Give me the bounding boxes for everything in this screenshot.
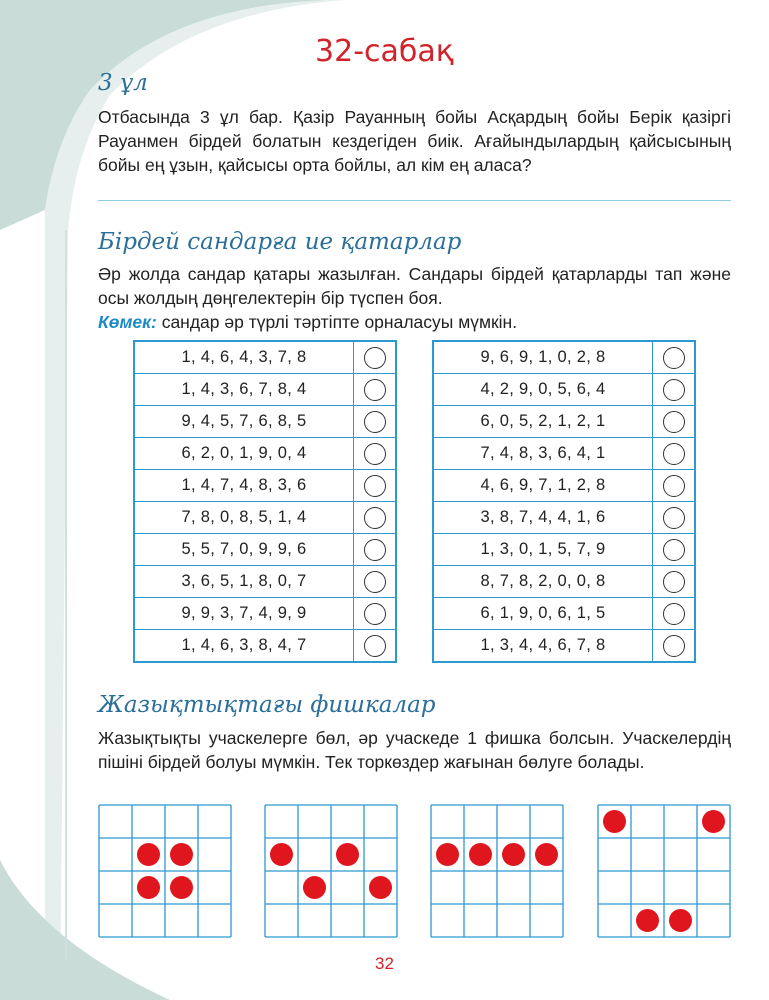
color-circle[interactable] bbox=[364, 443, 386, 465]
sequence-numbers: 7, 8, 0, 8, 5, 1, 4 bbox=[134, 502, 354, 534]
sequence-numbers: 8, 7, 8, 2, 0, 0, 8 bbox=[433, 566, 653, 598]
color-circle-cell bbox=[653, 406, 696, 438]
sequence-row bbox=[433, 502, 695, 534]
chip bbox=[702, 810, 725, 833]
color-circle[interactable] bbox=[364, 475, 386, 497]
sequence-row bbox=[433, 341, 695, 374]
color-circle-cell bbox=[354, 598, 397, 630]
color-circle[interactable] bbox=[364, 571, 386, 593]
hint-label: Көмек: bbox=[98, 312, 157, 332]
chip bbox=[669, 909, 692, 932]
color-circle-cell bbox=[653, 470, 696, 502]
chip bbox=[137, 876, 160, 899]
color-circle-cell bbox=[653, 630, 696, 663]
same-numbers-instruction: Әр жолда сандар қатары жазылған. Сандары бірдей қатарларды тап және осы жолдың дөңгелектерін бір түспен боя. bbox=[98, 264, 731, 308]
section-divider bbox=[98, 200, 731, 201]
color-circle-cell bbox=[653, 341, 696, 374]
color-circle[interactable] bbox=[364, 603, 386, 625]
sequence-numbers: 4, 6, 9, 7, 1, 2, 8 bbox=[433, 470, 653, 502]
color-circle[interactable] bbox=[663, 635, 685, 657]
color-circle[interactable] bbox=[663, 507, 685, 529]
section-heading-chips: Жазықтықтағы фишкалар bbox=[98, 692, 436, 718]
chip bbox=[535, 843, 558, 866]
color-circle-cell bbox=[653, 566, 696, 598]
sequence-numbers: 9, 9, 3, 7, 4, 9, 9 bbox=[134, 598, 354, 630]
sequence-row bbox=[433, 534, 695, 566]
color-circle[interactable] bbox=[663, 443, 685, 465]
sequence-row bbox=[134, 341, 396, 374]
sequence-row bbox=[134, 502, 396, 534]
section-heading-same-numbers: Бірдей сандарға ие қатарлар bbox=[98, 229, 462, 255]
color-circle[interactable] bbox=[663, 571, 685, 593]
sequence-numbers: 1, 4, 6, 3, 8, 4, 7 bbox=[134, 630, 354, 663]
sequence-numbers: 1, 3, 0, 1, 5, 7, 9 bbox=[433, 534, 653, 566]
sequence-numbers: 6, 0, 5, 2, 1, 2, 1 bbox=[433, 406, 653, 438]
color-circle-cell bbox=[354, 566, 397, 598]
chip bbox=[603, 810, 626, 833]
sequence-row bbox=[134, 598, 396, 630]
color-circle[interactable] bbox=[364, 411, 386, 433]
section-heading-three-sons: 3 ұл bbox=[98, 70, 148, 96]
sequence-numbers: 6, 2, 0, 1, 9, 0, 4 bbox=[134, 438, 354, 470]
chip bbox=[502, 843, 525, 866]
color-circle[interactable] bbox=[663, 379, 685, 401]
sequence-numbers: 6, 1, 9, 0, 6, 1, 5 bbox=[433, 598, 653, 630]
chip bbox=[270, 843, 293, 866]
chip bbox=[137, 843, 160, 866]
sequence-row bbox=[433, 406, 695, 438]
chip-grid bbox=[98, 804, 232, 938]
sequence-numbers: 1, 3, 4, 4, 6, 7, 8 bbox=[433, 630, 653, 663]
chip bbox=[336, 843, 359, 866]
color-circle[interactable] bbox=[364, 507, 386, 529]
color-circle[interactable] bbox=[663, 475, 685, 497]
color-circle[interactable] bbox=[663, 539, 685, 561]
color-circle-cell bbox=[354, 502, 397, 534]
three-sons-text: Отбасында 3 ұл бар. Қазір Рауанның бойы Асқардың бойы Берік қазіргі Рауанмен бірдей болатын кездегіден биік. Ағайындылардың қайсысының бойы ең ұзын, қайсысы орта бойлы, ал кім ең аласа? bbox=[98, 107, 731, 175]
chip bbox=[170, 843, 193, 866]
color-circle[interactable] bbox=[364, 635, 386, 657]
sequence-numbers: 4, 2, 9, 0, 5, 6, 4 bbox=[433, 374, 653, 406]
right-sequence-table bbox=[432, 340, 696, 663]
sequence-row bbox=[433, 470, 695, 502]
color-circle-cell bbox=[653, 502, 696, 534]
color-circle[interactable] bbox=[663, 603, 685, 625]
sequence-row bbox=[134, 470, 396, 502]
sequence-row bbox=[134, 406, 396, 438]
sequence-row bbox=[134, 374, 396, 406]
chip-grid bbox=[264, 804, 398, 938]
sequence-numbers: 9, 4, 5, 7, 6, 8, 5 bbox=[134, 406, 354, 438]
color-circle-cell bbox=[354, 534, 397, 566]
chip bbox=[303, 876, 326, 899]
color-circle[interactable] bbox=[663, 347, 685, 369]
color-circle-cell bbox=[653, 438, 696, 470]
sequence-numbers: 1, 4, 7, 4, 8, 3, 6 bbox=[134, 470, 354, 502]
color-circle[interactable] bbox=[364, 539, 386, 561]
sequence-row bbox=[134, 630, 396, 663]
chip bbox=[436, 843, 459, 866]
chip bbox=[170, 876, 193, 899]
sequence-numbers: 5, 5, 7, 0, 9, 9, 6 bbox=[134, 534, 354, 566]
sequence-row bbox=[433, 630, 695, 663]
color-circle-cell bbox=[354, 374, 397, 406]
same-numbers-text bbox=[98, 262, 731, 334]
chip-grid bbox=[430, 804, 564, 938]
sequence-row bbox=[433, 438, 695, 470]
color-circle-cell bbox=[653, 598, 696, 630]
color-circle[interactable] bbox=[364, 379, 386, 401]
color-circle-cell bbox=[354, 341, 397, 374]
color-circle[interactable] bbox=[364, 347, 386, 369]
color-circle-cell bbox=[354, 406, 397, 438]
color-circle-cell bbox=[653, 374, 696, 406]
chip bbox=[469, 843, 492, 866]
chip bbox=[636, 909, 659, 932]
chips-text: Жазықтықты учаскелерге бөл, әр учаскеде 1 фишка болсын. Учаскелердің пішіні бірдей болуы мүмкін. Тек торкөздер жағынан бөлуге болады. bbox=[98, 728, 731, 772]
color-circle[interactable] bbox=[663, 411, 685, 433]
sequence-numbers: 9, 6, 9, 1, 0, 2, 8 bbox=[480, 348, 606, 366]
color-circle-cell bbox=[354, 630, 397, 663]
sequence-numbers: 1, 4, 3, 6, 7, 8, 4 bbox=[134, 374, 354, 406]
sequence-numbers: 3, 6, 5, 1, 8, 0, 7 bbox=[134, 566, 354, 598]
page-title: 32-сабақ bbox=[315, 34, 454, 69]
sequence-numbers: 7, 4, 8, 3, 6, 4, 1 bbox=[433, 438, 653, 470]
hint-text: сандар әр түрлі тәртіпте орналасуы мүмкін. bbox=[156, 312, 518, 332]
color-circle-cell bbox=[354, 470, 397, 502]
color-circle-cell bbox=[354, 438, 397, 470]
sequence-row bbox=[433, 566, 695, 598]
chip bbox=[369, 876, 392, 899]
sequence-numbers: 3, 8, 7, 4, 4, 1, 6 bbox=[433, 502, 653, 534]
sequence-row bbox=[134, 438, 396, 470]
left-sequence-table bbox=[133, 340, 397, 663]
sequence-row bbox=[433, 374, 695, 406]
color-circle-cell bbox=[653, 534, 696, 566]
sequence-row bbox=[134, 534, 396, 566]
page-number: 32 bbox=[375, 954, 394, 973]
sequence-numbers: 1, 4, 6, 4, 3, 7, 8 bbox=[181, 348, 307, 366]
chip-grid bbox=[597, 804, 731, 938]
sequence-row bbox=[433, 598, 695, 630]
sequence-row bbox=[134, 566, 396, 598]
